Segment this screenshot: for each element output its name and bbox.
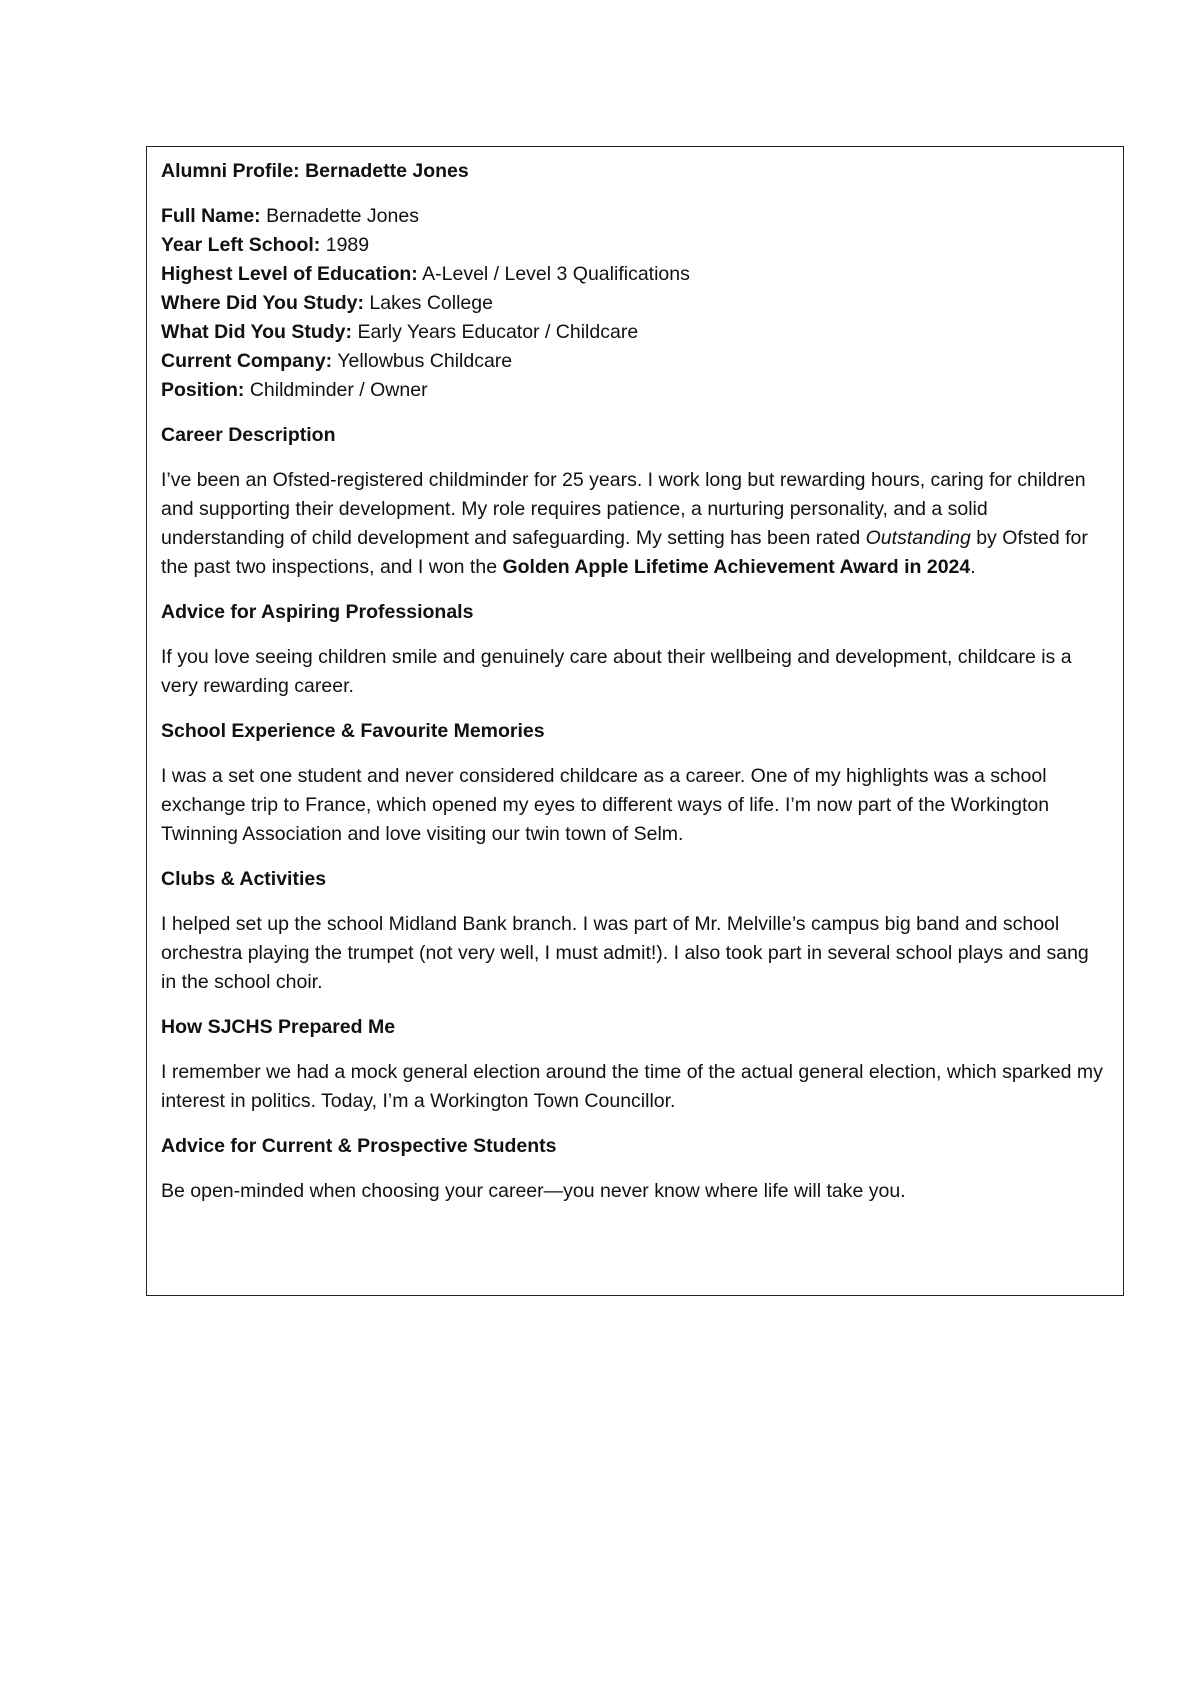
field-label: Highest Level of Education: [161,263,418,285]
career-heading: Career Description [161,424,336,446]
field-value: Bernadette Jones [266,205,419,227]
field-highest-education [161,260,1109,289]
school-experience-text: I was a set one student and never considered childcare as a career. One of my highlights was a school exchange trip to France, which opened my eyes to different ways of life. I’m now part of the Workington Twinning Association and love visiting our twin town of Selm. [161,765,1050,845]
career-text-part: by Ofsted for the past two inspections, and I won the [161,527,1088,578]
career-text-part: I’ve been an Ofsted-registered childminder for 25 years. I work long but rewarding hours, caring for children and supporting their development. My role requires patience, a nurturing personality, and a solid understanding of child development and safeguarding. My setting has been rated [161,469,1086,549]
field-where-studied [161,289,1109,318]
field-value: A-Level / Level 3 Qualifications [422,263,690,285]
field-value: Early Years Educator / Childcare [357,321,639,343]
school-experience-heading: School Experience & Favourite Memories [161,720,545,742]
field-label: What Did You Study: [161,321,353,343]
field-label: Full Name: [161,205,261,227]
field-year-left-school [161,231,1109,260]
prepared-heading: How SJCHS Prepared Me [161,1016,396,1038]
clubs-text: I helped set up the school Midland Bank branch. I was part of Mr. Melville’s campus big band and school orchestra playing the trumpet (not very well, I must admit!). I also took part in several school plays and sang in the school choir. [161,913,1089,993]
field-full-name [161,202,1109,231]
profile-title: Alumni Profile: Bernadette Jones [161,160,469,182]
alumni-profile-box [146,146,1124,1296]
field-current-company [161,347,1109,376]
clubs-heading: Clubs & Activities [161,868,327,890]
career-rating-italic: Outstanding [865,527,971,549]
field-label: Where Did You Study: [161,292,364,314]
advice-students-heading: Advice for Current & Prospective Students [161,1135,557,1157]
field-position [161,376,1109,405]
field-label: Year Left School: [161,234,321,256]
field-value: 1989 [325,234,370,256]
advice-professionals-text: If you love seeing children smile and genuinely care about their wellbeing and development, childcare is a very rewarding career. [161,646,1072,697]
profile-fields [161,202,1109,405]
career-text [161,466,1109,582]
career-text-part: . [970,556,976,578]
field-value: Lakes College [369,292,493,314]
field-label: Position: [161,379,245,401]
advice-students-text: Be open-minded when choosing your career—you never know where life will take you. [161,1180,906,1202]
career-award-bold: Golden Apple Lifetime Achievement Award in 2024 [502,556,971,578]
field-value: Childminder / Owner [249,379,428,401]
prepared-text: I remember we had a mock general election around the time of the actual general election, which sparked my interest in politics. Today, I’m a Workington Town Councillor. [161,1061,1103,1112]
field-value: Yellowbus Childcare [337,350,513,372]
advice-professionals-heading: Advice for Aspiring Professionals [161,601,474,623]
field-what-studied [161,318,1109,347]
field-label: Current Company: [161,350,333,372]
